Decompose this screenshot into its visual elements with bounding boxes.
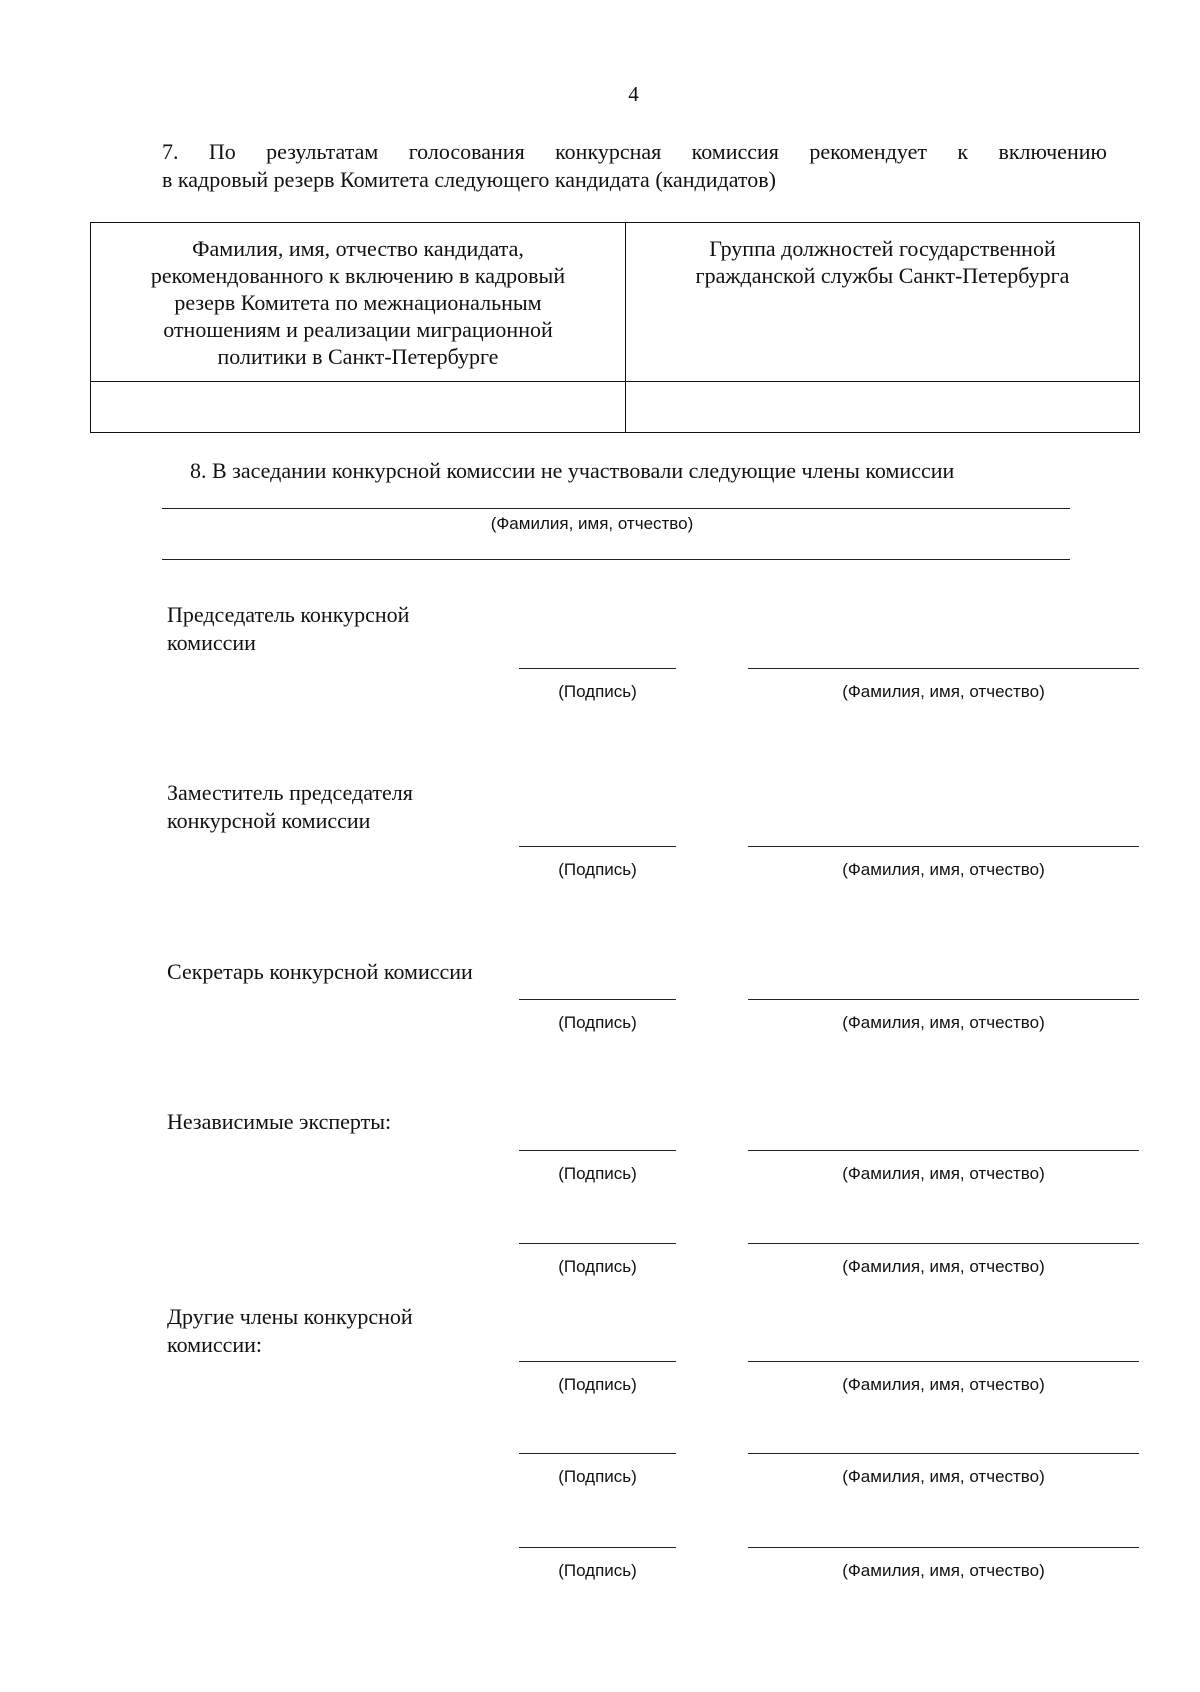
fio-line [748, 1243, 1139, 1244]
role-independent-experts: Независимые эксперты: [167, 1109, 392, 1134]
role-deputy-chairman: Заместитель председателя конкурсной комиссии [167, 780, 413, 833]
page-number: 4 [628, 82, 639, 106]
fio-line [748, 668, 1139, 669]
signature-caption: (Подпись) [558, 1561, 637, 1580]
role-chairman: Председатель конкурсной комиссии [167, 602, 410, 655]
table-row [91, 382, 1140, 433]
table-cell-candidate [91, 382, 626, 433]
signature-line [519, 1453, 676, 1454]
absent-members-line-2 [162, 559, 1070, 560]
fio-caption: (Фамилия, имя, отчество) [842, 860, 1045, 879]
fio-caption: (Фамилия, имя, отчество) [842, 682, 1045, 701]
signature-line [519, 846, 676, 847]
signature-caption: (Подпись) [558, 1257, 637, 1276]
table-header-candidate: Фамилия, имя, отчество кандидата, рекомендованного к включению в кадровый резерв Комитета по межнациональным отношениям и реализации миграционной политики в Санкт-Петербурге [91, 223, 626, 382]
signature-caption: (Подпись) [558, 860, 637, 879]
fio-caption: (Фамилия, имя, отчество) [842, 1013, 1045, 1032]
role-secretary: Секретарь конкурсной комиссии [167, 959, 473, 984]
signature-caption: (Подпись) [558, 1164, 637, 1183]
signature-line [519, 1150, 676, 1151]
fio-caption: (Фамилия, имя, отчество) [842, 1561, 1045, 1580]
fio-line [748, 1453, 1139, 1454]
signature-caption: (Подпись) [558, 682, 637, 701]
fio-line [748, 1150, 1139, 1151]
absent-members-fio-caption: (Фамилия, имя, отчество) [490, 514, 694, 533]
signature-line [519, 1547, 676, 1548]
fio-line [748, 999, 1139, 1000]
signature-caption: (Подпись) [558, 1375, 637, 1394]
fio-line [748, 846, 1139, 847]
role-other-members: Другие члены конкурсной комиссии: [167, 1304, 413, 1357]
table-header-row [91, 223, 1140, 382]
fio-caption: (Фамилия, имя, отчество) [842, 1164, 1045, 1183]
fio-caption: (Фамилия, имя, отчество) [842, 1467, 1045, 1486]
fio-caption: (Фамилия, имя, отчество) [842, 1375, 1045, 1394]
fio-line [748, 1361, 1139, 1362]
signature-caption: (Подпись) [558, 1013, 637, 1032]
fio-line [748, 1547, 1139, 1548]
signature-line [519, 999, 676, 1000]
section-8-paragraph: 8. В заседании конкурсной комиссии не участвовали следующие члены комиссии [190, 458, 955, 483]
signature-line [519, 1243, 676, 1244]
section-7-paragraph [162, 138, 1107, 194]
section-7-line-2: в кадровый резерв Комитета следующего кандидата (кандидатов) [162, 167, 776, 192]
candidate-table [90, 222, 1140, 433]
signature-line [519, 1361, 676, 1362]
signature-caption: (Подпись) [558, 1467, 637, 1486]
table-header-position-group: Группа должностей государственной гражданской службы Санкт-Петербурга [626, 223, 1140, 382]
section-7-line-1: 7. По результатам голосования конкурсная комиссия рекомендует к включению [162, 139, 1107, 164]
table-cell-position-group [626, 382, 1140, 433]
fio-caption: (Фамилия, имя, отчество) [842, 1257, 1045, 1276]
absent-members-line-1 [162, 508, 1070, 509]
signature-line [519, 668, 676, 669]
